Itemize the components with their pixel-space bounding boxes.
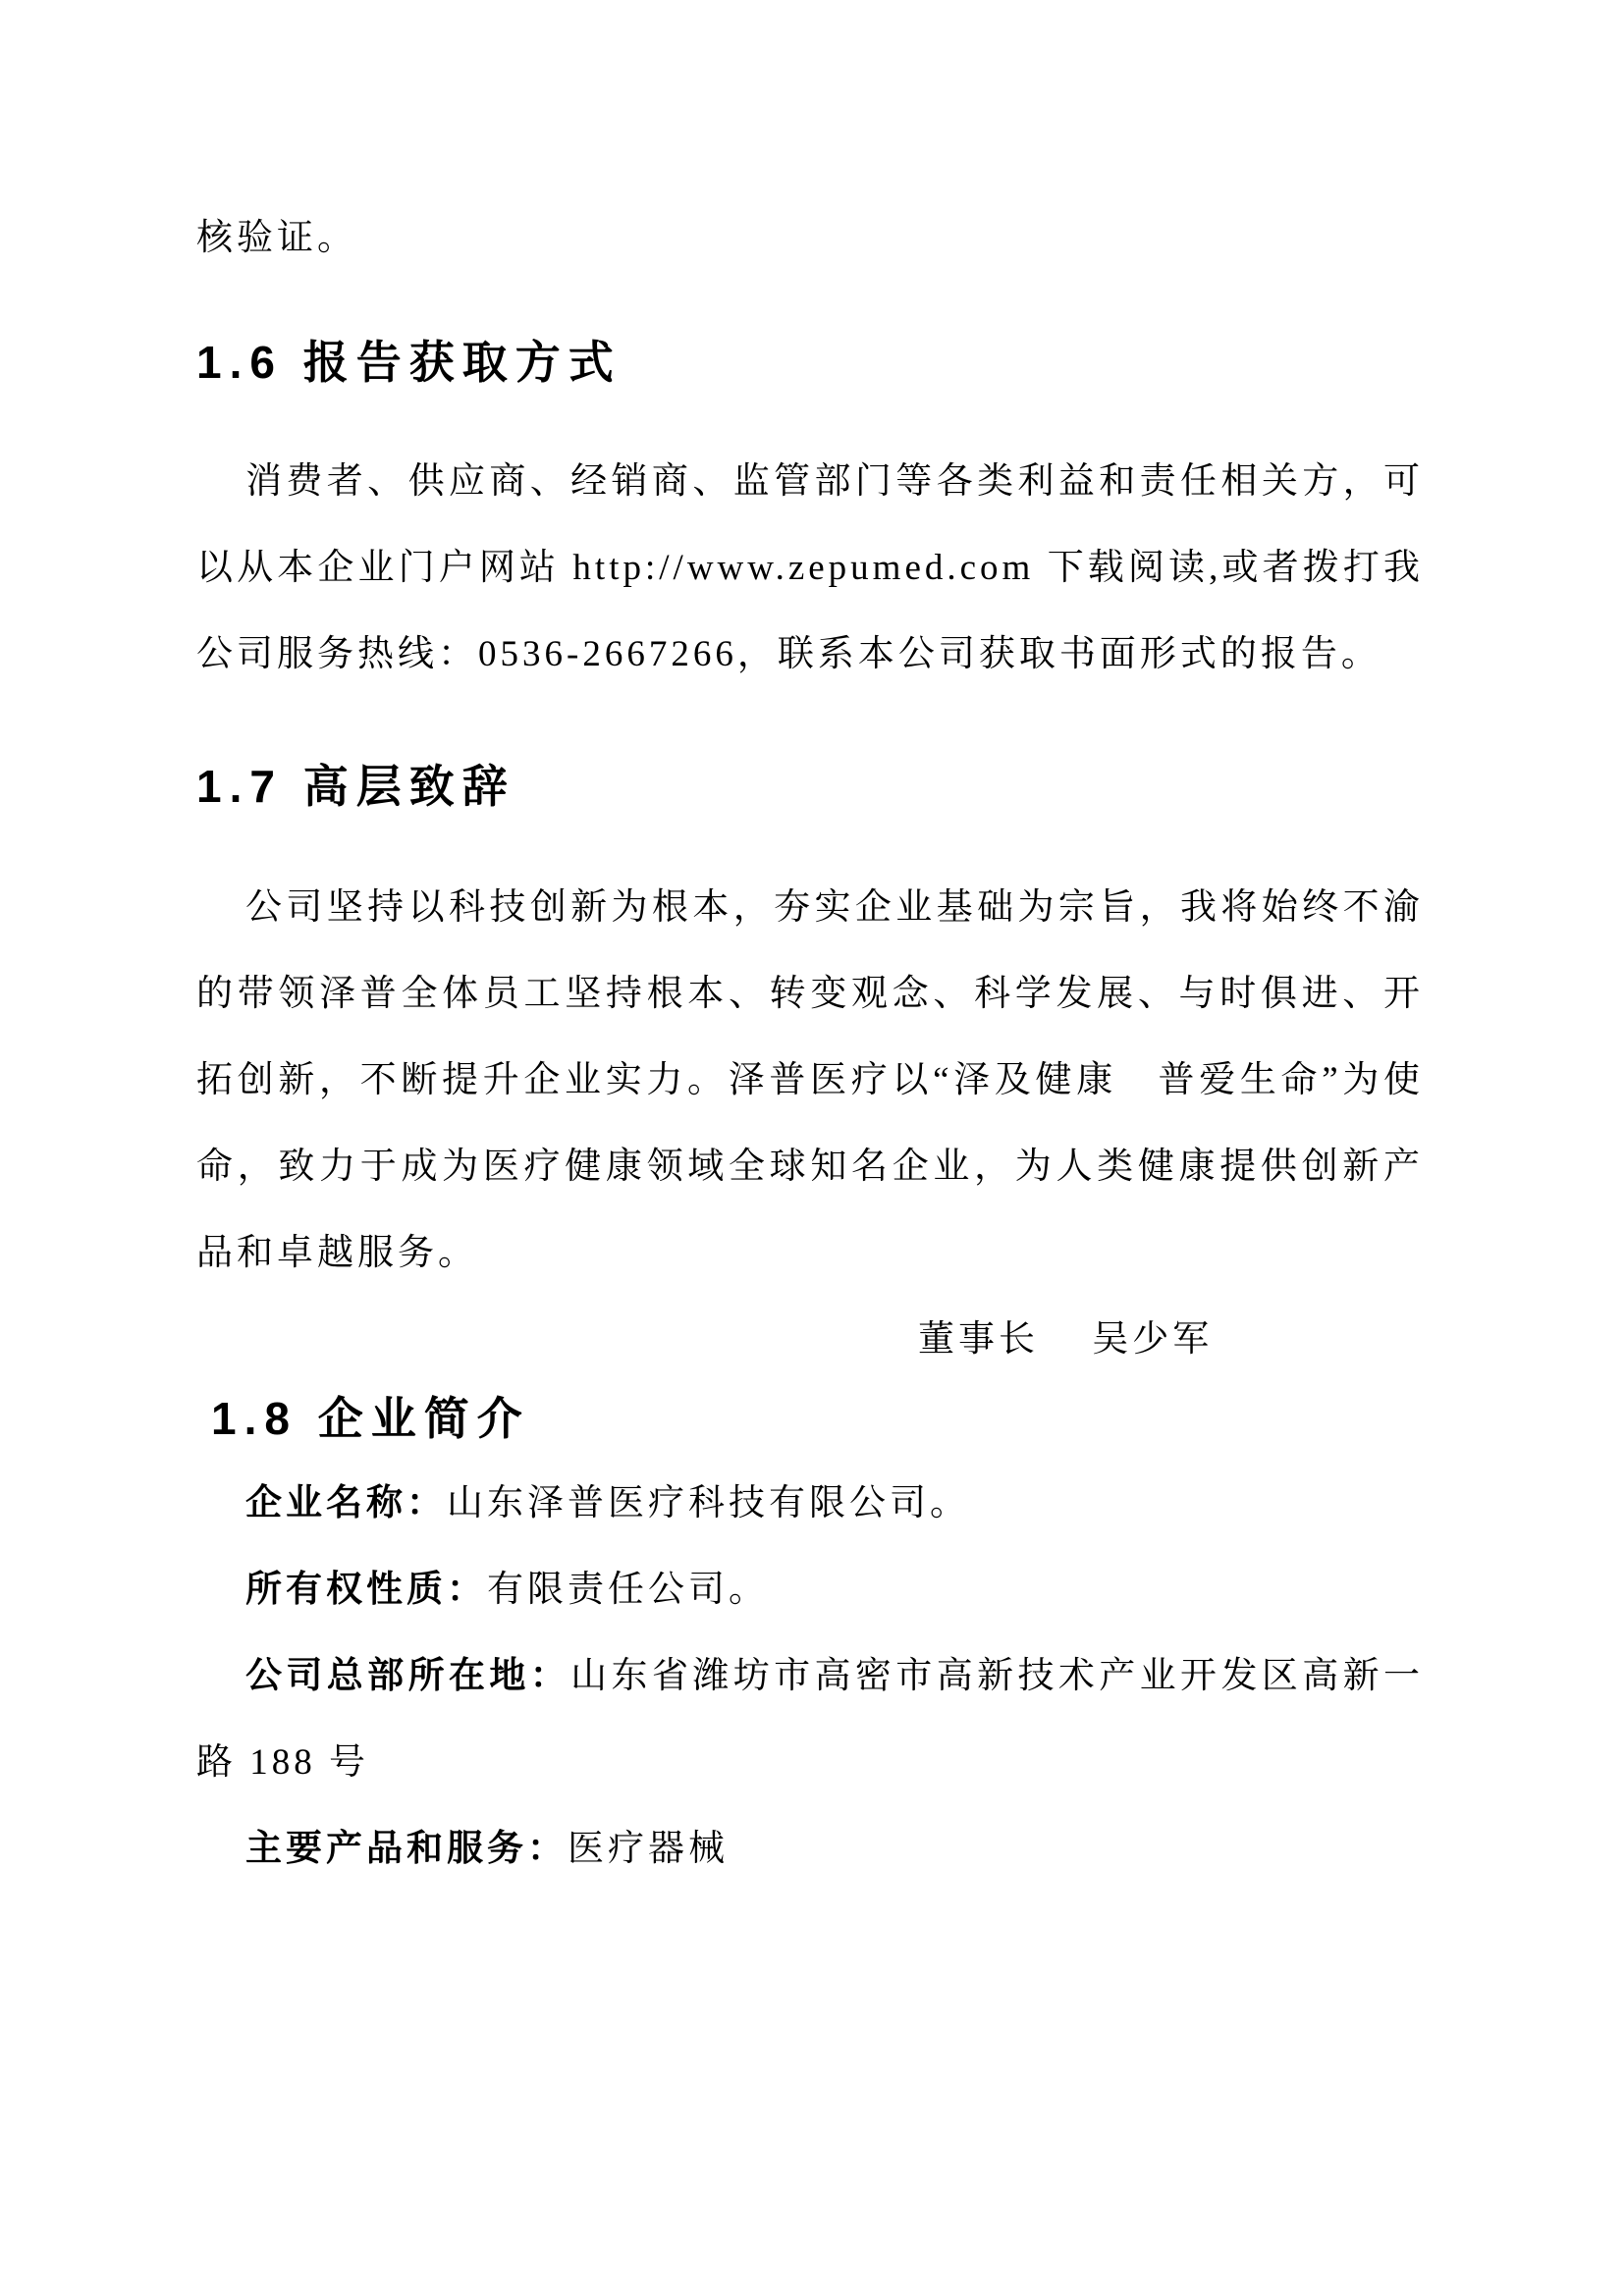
continuation-text: 核验证。 — [196, 218, 357, 258]
headquarters-label: 公司总部所在地： — [245, 1656, 571, 1696]
info-line-products — [196, 1806, 1424, 1893]
ownership-label: 所有权性质： — [245, 1570, 487, 1610]
company-info-list — [196, 1461, 1424, 1893]
info-line-company-name — [196, 1461, 1424, 1547]
company-name-value: 山东泽普医疗科技有限公司。 — [447, 1483, 970, 1523]
products-label: 主要产品和服务： — [245, 1829, 568, 1869]
ownership-value: 有限责任公司。 — [487, 1570, 769, 1610]
chairman-signature: 董事长 吴少军 — [918, 1319, 1214, 1360]
paragraph-report-access: 消费者、供应商、经销商、监管部门等各类利益和责任相关方，可以从本企业门户网站 http://www.zepumed.com 下载阅读,或者拨打我公司服务热线：0536-2667266，联系本公司获取书面形式的报告。 — [196, 461, 1424, 674]
products-value: 医疗器械 — [568, 1829, 729, 1869]
paragraph-executive-message: 公司坚持以科技创新为根本，夯实企业基础为宗旨，我将始终不渝的带领泽普全体员工坚持根本、转变观念、科学发展、与时俱进、开拓创新，不断提升企业实力。泽普医疗以“泽及健康 普爱生命”为使命，致力于成为医疗健康领域全球知名企业，为人类健康提供创新产品和卓越服务。 — [196, 887, 1424, 1273]
info-line-headquarters — [196, 1633, 1424, 1806]
heading-executive-message: 1.7 高层致辞 — [196, 761, 515, 812]
headquarters-value: 山东省潍坊市高密市高新技术产业开发区高新一路 188 号 — [196, 1656, 1425, 1783]
heading-report-access: 1.6 报告获取方式 — [196, 337, 622, 388]
info-line-ownership — [196, 1547, 1424, 1633]
heading-company-profile: 1.8 企业简介 — [211, 1393, 530, 1444]
company-name-label: 企业名称： — [245, 1483, 447, 1523]
